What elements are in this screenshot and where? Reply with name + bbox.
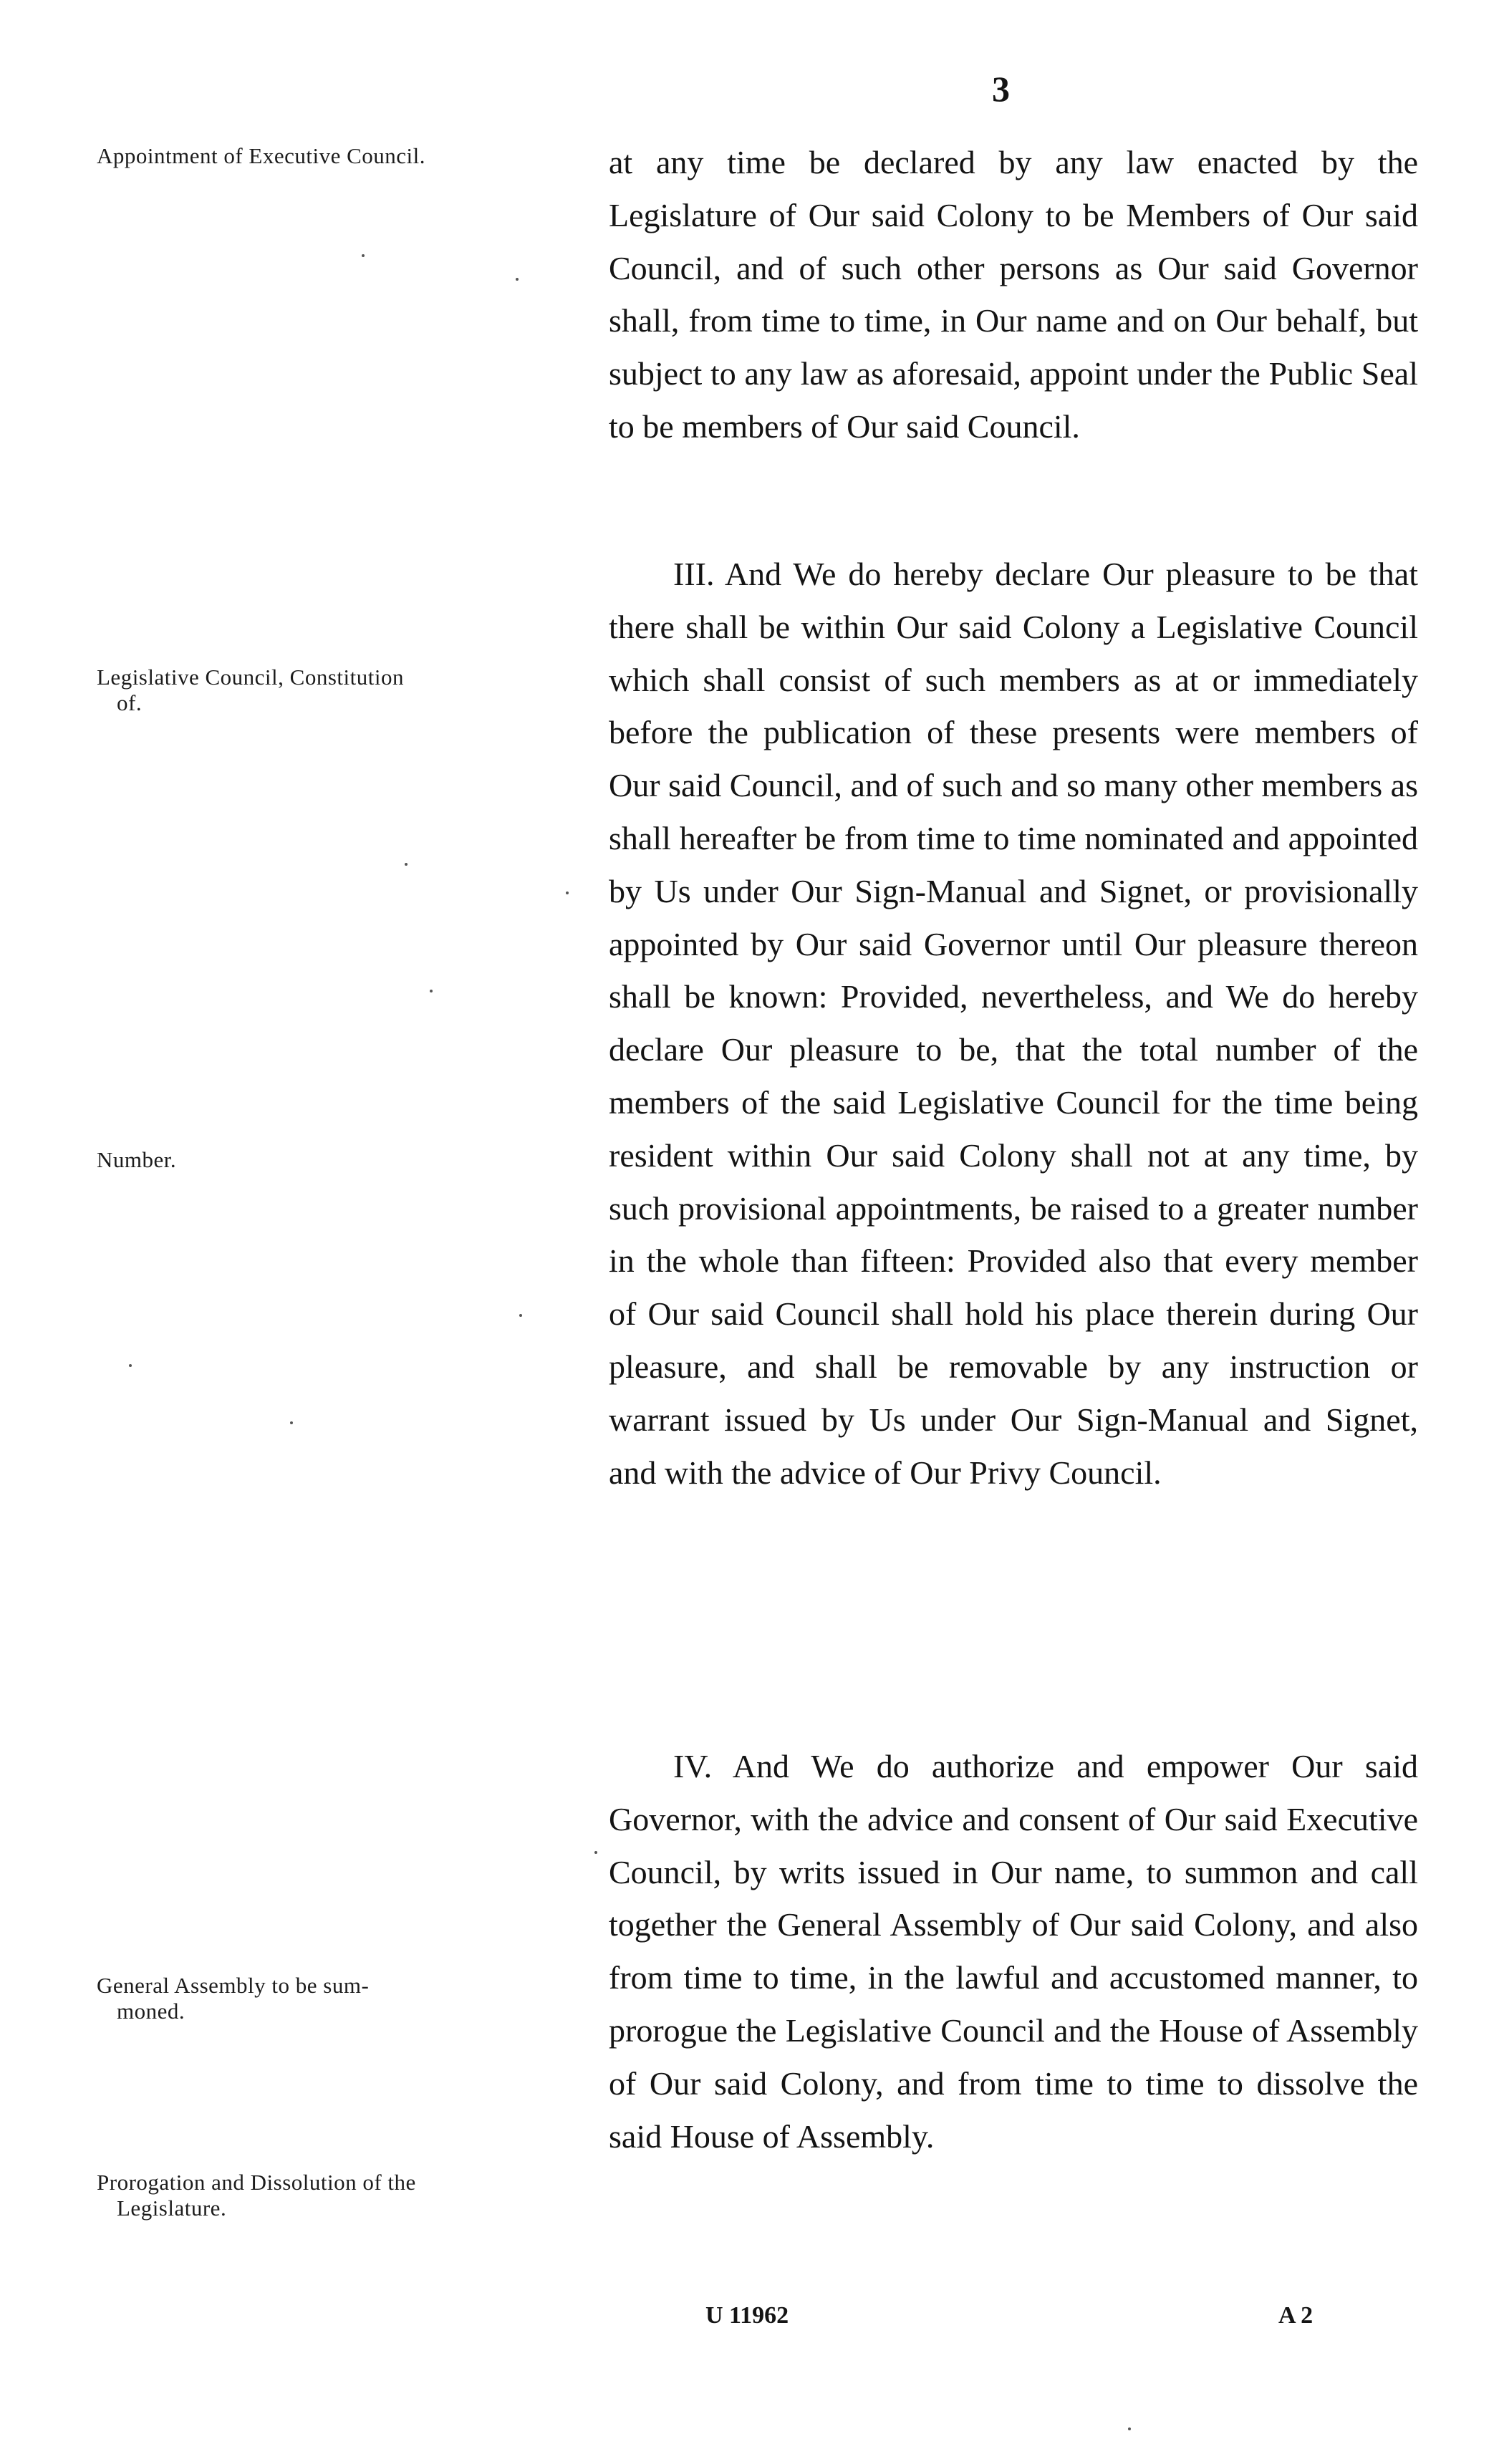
margin-note-line: of. — [117, 690, 143, 715]
margin-note-line: Legislature. — [117, 2195, 227, 2221]
margin-note-line: moned. — [117, 1999, 185, 2024]
scan-speck — [129, 1364, 132, 1367]
margin-note-general-assembly — [97, 1973, 541, 2024]
paragraph-article-iii: III. And We do hereby declare Our pleasure to be that there shall be within Our said Colony a Legislative Council which shall consist of such members as at or immediately before the publication of these presents were members of Our said Council, and of such and so many other members as shall hereafter be from time to time nominated and appointed by Us under Our Sign-Manual and Signet, or provisionally appointed by Our said Governor until Our pleasure thereon shall be known: Provided, nevertheless, and We do hereby declare Our pleasure to be, that the total number of the members of the said Legislative Council for the time being resident within Our said Colony shall not at any time, by such provisional appointments, be raised to a greater number in the whole than fifteen: Provided also that every member of Our said Council shall hold his place therein during Our pleasure, and shall be removable by any instruction or warrant issued by Us under Our Sign-Manual and Signet, and with the advice of Our Privy Council. — [609, 556, 1418, 1491]
paragraph-article-iv: IV. And We do authorize and empower Our said Governor, with the advice and consent of Our said Executive Council, by writs issued in Our name, to summon and call together the General Assembly of Our said Colony, and also from time to time, in the lawful and accustomed manner, to prorogue the Legislative Council and the House of Assembly of Our said Colony, and from time to time to dissolve the said House of Assembly. — [609, 1748, 1418, 2155]
footer-signature-mark: U 11962 — [705, 2302, 789, 2329]
scan-speck — [516, 278, 519, 281]
footer-sheet-mark: A 2 — [1278, 2302, 1314, 2329]
margin-note-executive-council — [97, 143, 541, 169]
margin-note-number — [97, 1147, 541, 1173]
margin-note-line: Number. — [97, 1147, 177, 1172]
paragraph-executive-council-continued: at any time be declared by any law enacted by the Legislature of Our said Colony to be Members of Our said Council, and of such other persons as Our said Governor shall, from time to time, in Our name and on Our behalf, but subject to any law as aforesaid, appoint under the Public Seal to be members of Our said Council. — [609, 144, 1418, 445]
scan-speck — [430, 990, 433, 992]
page-number: 3 — [992, 69, 1010, 109]
scan-speck — [594, 1851, 597, 1854]
margin-note-line: General Assembly to be sum- — [97, 1973, 370, 1998]
scan-speck — [1128, 2427, 1131, 2430]
margin-note-line: Prorogation and Dissolution of the — [97, 2170, 416, 2195]
scan-speck — [566, 892, 569, 894]
scan-speck — [362, 254, 365, 257]
margin-note-legislative-council — [97, 665, 541, 716]
scan-speck — [405, 863, 408, 866]
margin-note-line: Legislative Council, Constitution — [97, 665, 404, 690]
scan-speck — [290, 1421, 293, 1424]
margin-note-prorogation — [97, 2170, 541, 2221]
margin-note-line: Appointment of Executive Council. — [97, 143, 426, 168]
scan-speck — [519, 1314, 522, 1317]
